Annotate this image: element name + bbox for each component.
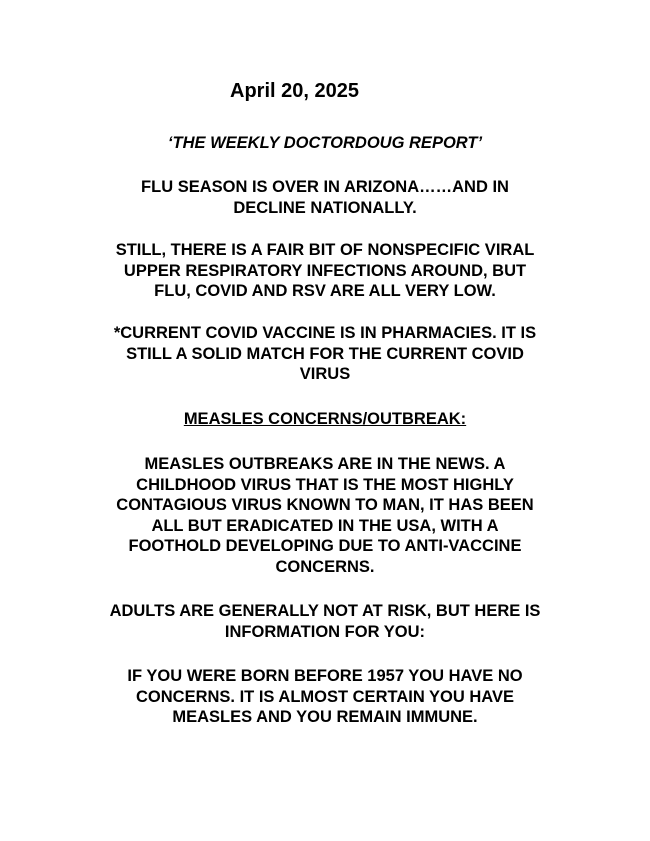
paragraph-line: UPPER RESPIRATORY INFECTIONS AROUND, BUT xyxy=(123,261,527,280)
paragraph-line: STILL, THERE IS A FAIR BIT OF NONSPECIFIC VIRAL xyxy=(115,241,535,259)
measles-outbreaks-paragraph xyxy=(60,454,590,577)
paragraph-line: CONCERNS. xyxy=(275,557,375,576)
paragraph-line: VIRUS xyxy=(299,365,351,383)
paragraph-line: CHILDHOOD VIRUS THAT IS THE MOST HIGHLY xyxy=(136,475,514,494)
paragraph-line: MEASLES AND YOU REMAIN IMMUNE. xyxy=(172,708,478,726)
paragraph-line: ALL BUT ERADICATED IN THE USA, WITH A xyxy=(151,516,499,535)
paragraph-line: FLU SEASON IS OVER IN ARIZONA……AND IN xyxy=(141,178,509,196)
report-date: April 20, 2025 xyxy=(230,80,359,102)
measles-heading: MEASLES CONCERNS/OUTBREAK: xyxy=(183,410,467,428)
adults-risk-paragraph xyxy=(60,601,590,642)
paragraph-line: CONTAGIOUS VIRUS KNOWN TO MAN, IT HAS BEEN xyxy=(116,496,534,514)
paragraph-line: DECLINE NATIONALLY. xyxy=(233,198,417,217)
paragraph-line: ADULTS ARE GENERALLY NOT AT RISK, BUT HERE IS xyxy=(109,602,541,620)
nonspecific-viral-paragraph xyxy=(60,240,590,302)
paragraph-line: CONCERNS. IT IS ALMOST CERTAIN YOU HAVE xyxy=(136,687,514,706)
paragraph-line: FOOTHOLD DEVELOPING DUE TO ANTI-VACCINE xyxy=(128,537,522,555)
covid-vaccine-paragraph xyxy=(60,323,590,385)
born-before-1957-paragraph xyxy=(60,666,590,728)
paragraph-line: IF YOU WERE BORN BEFORE 1957 YOU HAVE NO xyxy=(127,667,523,685)
paragraph-line: FLU, COVID AND RSV ARE ALL VERY LOW. xyxy=(154,282,496,300)
paragraph-line: STILL A SOLID MATCH FOR THE CURRENT COVID xyxy=(126,344,524,363)
paragraph-line: INFORMATION FOR YOU: xyxy=(224,622,426,641)
flu-season-paragraph xyxy=(60,177,590,218)
paragraph-line: *CURRENT COVID VACCINE IS IN PHARMACIES. IT IS xyxy=(113,324,537,342)
paragraph-line: MEASLES OUTBREAKS ARE IN THE NEWS. A xyxy=(144,455,506,473)
report-title: ‘THE WEEKLY DOCTORDOUG REPORT’ xyxy=(167,134,483,152)
